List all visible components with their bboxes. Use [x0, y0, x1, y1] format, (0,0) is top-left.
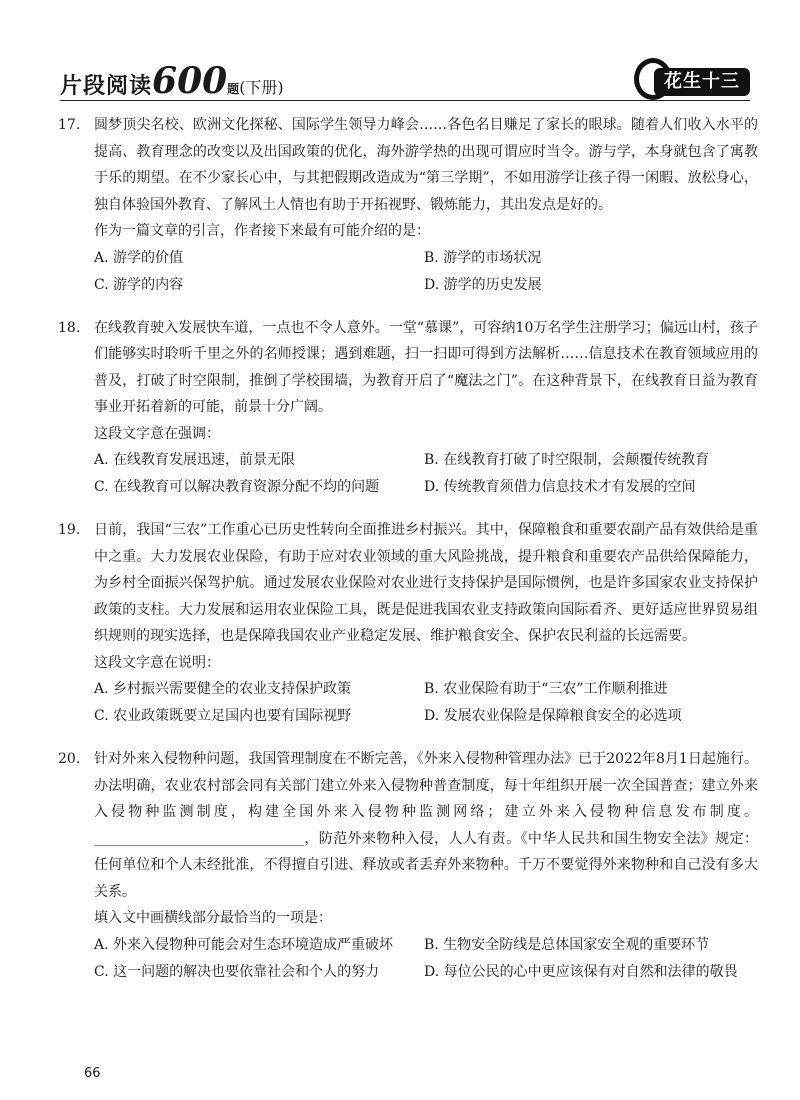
book-title: [60, 60, 284, 102]
header-divider: [60, 100, 750, 101]
answer-options: [58, 245, 758, 299]
question-number: 20.: [58, 751, 81, 767]
answer-option: C. 游学的内容: [94, 276, 184, 293]
question-text: 针对外来入侵物种问题，我国管理制度在不断完善，《外来入侵物种管理办法》已于2022年8月1日起施行。办法明确，农业农村部会同有关部门建立外来入侵物种普查制度，每十年组织开展一次全国普查；建立外来入侵物种监测制度，构建全国外来入侵物种监测网络；建立外来入侵物种信息发布制度。______________________________，防范外来物种入侵，人人有责。《中华人民共和国生物安全法》规定：任何单位和个人未经批准，不得擅自引进、释放或者丢弃外来物种。千万不要觉得外来物种和自己没有多大关系。: [94, 751, 758, 900]
brand-logo: [634, 58, 752, 100]
question-text: 圆梦顶尖名校、欧洲文化探秘、国际学生领导力峰会……各色名目赚足了家长的眼球。随着人们收入水平的提高、教育理念的改变以及出国政策的优化，海外游学热的出现可谓应时当令。游与学，本身就包含了寓教于乐的期望。在不少家长心中，与其把假期改造成为“第三学期”，不如用游学让孩子得一闲暇、放松身心，独自体验国外教育、了解风土人情也有助于开拓视野、锻炼能力，其出发点是好的。: [94, 117, 758, 213]
question-list: [58, 112, 758, 1002]
question-prompt: 作为一篇文章的引言，作者接下来最有可能介绍的是：: [94, 223, 430, 239]
answer-options: [58, 447, 758, 501]
book-title-volume: (下册): [239, 78, 284, 97]
question-17: [58, 112, 758, 299]
page-number: 66: [84, 1066, 101, 1081]
question-prompt: 填入文中画横线部分最恰当的一项是：: [94, 910, 332, 926]
question-stem: [58, 112, 758, 218]
question-stem: [58, 746, 758, 905]
question-number: 18.: [58, 319, 81, 336]
answer-option: A. 游学的价值: [94, 249, 184, 266]
answer-option: D. 发展农业保险是保障粮食安全的必选项: [424, 708, 682, 724]
answer-option: D. 传统教育须借力信息技术才有发展的空间: [424, 479, 696, 495]
brand-name: 花生十三: [654, 68, 750, 96]
question-text: 在线教育驶入发展快车道，一点也不令人意外。一堂“慕课”，可容纳10万名学生注册学习；偏远山村，孩子们能够实时聆听千里之外的名师授课；遇到难题，扫一扫即可得到方法解析……信息技术在教育领域应用的普及，打破了时空限制，推倒了学校围墙，为教育开启了“魔法之门”。在这种背景下，在线教育日益为教育事业开拓着新的可能，前景十分广阔。: [94, 319, 758, 415]
question-number: 17.: [58, 117, 81, 133]
answer-option: A. 外来入侵物种可能会对生态环境造成严重破坏: [94, 936, 394, 953]
answer-option: B. 生物安全防线是总体国家安全观的重要环节: [424, 936, 710, 953]
question-prompt: 这段文字意在强调：: [94, 425, 220, 442]
question-stem: [58, 517, 758, 650]
answer-option: C. 农业政策既要立足国内也要有国际视野: [94, 708, 352, 724]
question-18: [58, 315, 758, 502]
answer-option: C. 在线教育可以解决教育资源分配不均的问题: [94, 479, 380, 495]
answer-option: B. 在线教育打破了时空限制，会颠覆传统教育: [424, 452, 710, 468]
question-prompt: 这段文字意在说明：: [94, 654, 220, 671]
book-title-unit: 题: [227, 82, 240, 96]
book-title-text: 片段阅读: [60, 73, 153, 99]
question-text: 日前，我国“三农”工作重心已历史性转向全面推进乡村振兴。其中，保障粮食和重要农副产品有效供给是重中之重。大力发展农业保险，有助于应对农业领域的重大风险挑战，提升粮食和重要农产品供给保障能力，为乡村全面振兴保驾护航。通过发展农业保险对农业进行支持保护是国际惯例，也是许多国家农业支持保护政策的支柱。大力发展和运用农业保险工具，既是促进我国农业支持政策向国际看齐、更好适应世界贸易组织规则的现实选择，也是保障我国农业产业稳定发展、维护粮食安全、保护农民利益的长远需要。: [94, 522, 758, 644]
book-title-number: 600: [152, 60, 228, 102]
question-stem: [58, 315, 758, 421]
answer-option: A. 在线教育发展迅速，前景无限: [94, 452, 296, 468]
answer-option: B. 游学的市场状况: [424, 249, 542, 266]
answer-option: D. 每位公民的心中更应该保有对自然和法律的敬畏: [424, 963, 738, 980]
question-19: [58, 517, 758, 730]
answer-option: A. 乡村振兴需要健全的农业支持保护政策: [94, 681, 352, 697]
answer-option: D. 游学的历史发展: [424, 276, 542, 293]
page-header: [0, 52, 800, 102]
question-number: 19.: [58, 522, 81, 538]
answer-options: [58, 676, 758, 730]
answer-option: B. 农业保险有助于“三农”工作顺利推进: [424, 681, 668, 697]
answer-option: C. 这一问题的解决也要依靠社会和个人的努力: [94, 963, 380, 980]
answer-options: [58, 932, 758, 986]
question-20: [58, 746, 758, 986]
